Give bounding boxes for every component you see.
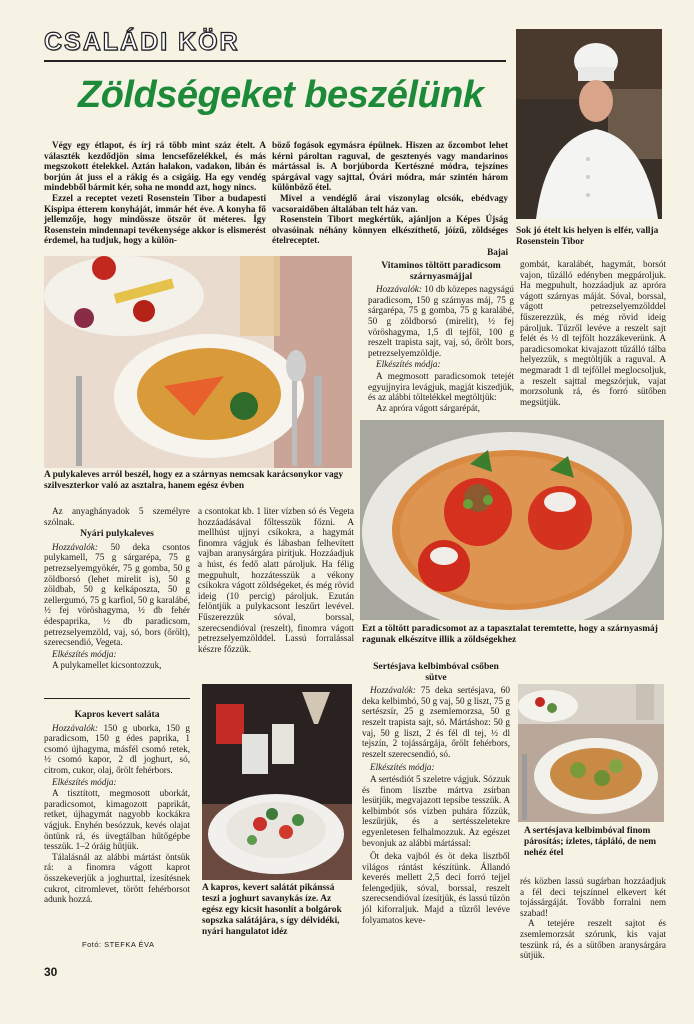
method-text: A megmosott paradicsomok tetejét egyujjnyira levágjuk, magját kiszedjük, és az alábbi töltelékkel megtöltjük:	[368, 370, 514, 403]
page-number: 30	[44, 965, 58, 979]
soup-caption: A pulykaleves arról beszél, hogy ez a szárnyas nemcsak karácsonykor vagy szilveszterkor való az asztalra, hanem egész évben	[44, 470, 344, 491]
pork-recipe-col2	[520, 876, 666, 961]
tomato-caption: Ezt a töltött paradicsomot az a tapasztalat teremtette, hogy a szárnyasmáj ragunak elkészítve illik a zöldségekhez	[362, 624, 658, 645]
tomato-recipe-col1	[368, 259, 514, 413]
method-text: A sertésdiót 5 szeletre vágjuk. Sózzuk és finom lisztbe mártva zsírban lesütjük, megvajazott tepsibe tesszük. A kelbimbót sós vízben puhára főzzük, leszűrjük, és a sertésszeletekre egyenletesen felhalmozzuk. Az egészet bevonjuk az alábbi mártással:	[362, 773, 510, 848]
chef-photo	[516, 29, 662, 219]
tomato-recipe-col2	[520, 259, 666, 407]
method-text: A tetejére reszelt sajtot és zsemlemorzsát szórunk, kis vajat teszünk rá, és a sütőben aranysárgára sütjük.	[520, 918, 666, 961]
salad-caption: A kapros, kevert salátát pikánssá teszi a joghurt savanykás íze. Az egész egy kicsit hasonlít a bolgárok sopszka salátájára, s így délvidéki, nyári hangulatot idéz	[202, 883, 342, 937]
soup-photo	[44, 256, 352, 468]
method-text: gombát, karalábét, hagymát, borsót vajon, tűzálló edényben megpároljuk. Ha megpuhult, hozzáadjuk az apróra vágott szárnyas máját. Sóval, borssal, vágott petrezselyemzölddel fűszerezzük, és még rövid ideig pároljuk. Tűzről levéve a reszelt sajt felét és ½ dl tejfölt hozzákeverünk. A paradicsomokat kivajazott tűzálló tálba helyezzük, s megtöltjük a raguval. A megmaradt 1 dl tejföllel meglocsoljuk, a reszelt sajttal megszórjuk, vajat morzsolunk rá, és forró sütőben megsütjük.	[520, 259, 666, 407]
method-text: a csontokat kb. 1 liter vízben só és Vegeta hozzáadásával főltesszük főzni. A mellhúst ujjnyi csíkokra, a hagymát finomra vágjuk és lábasban felhevített vajban aranysárgára pirítjuk. Hozzáadjuk a húst, és fedő alatt pároljuk. Ha félig megpuhult, hozzátesszük a vékony csíkokra vágott zöldségeket, és még rövid ideig (10 percig) pároljuk. Ezután felöntjük a pulykacsont leszűrt levével. Fűszerezzük sóval, borssal, szerecsendióval (reszelt), finomra vágott petrezselyemzölddel. Lassú forralással készre főzzük.	[198, 506, 354, 654]
method-label: Elkészítés módja:	[376, 359, 441, 370]
method-text: Az apróra vágott sárgarépát,	[376, 402, 480, 413]
ingredients-text: 150 g uborka, 150 g paradicsom, 150 g édes paprika, 1 csomó újhagyma, másfél csomó retek, ½ csomó kapor, 2 dl joghurt, só, citrom, cukor, olaj, őrölt fehérbors.	[44, 722, 190, 775]
intro-paragraph: Végy egy étlapot, és írj rá több mint száz ételt. A választék kezdődjön sima lencsefőzelékkel, és más megszokott ételekkel. Aztán halakon, vadakon, libán és borjún át juss el a rákig és a csigáig. Ha egy vendég mindebből bármit kér, soha ne mondd azt, hogy nincs.	[44, 140, 266, 193]
ingredients-text: 10 db közepes nagyságú paradicsom, 150 g szárnyas máj, 75 g sárgarépa, 75 g gomba, 75 g karalábé, 50 g zöldborsó (mirelit), ½ fej vöröshagyma, 1,5 dl tejföl, 100 g reszelt trapista sajt, vaj, só, őrölt bors, petrezselyemzöldje.	[368, 284, 515, 358]
salad-recipe	[44, 708, 190, 905]
ingredients-label: Hozzávalók:	[52, 722, 98, 733]
headline: Zöldségeket beszélünk	[78, 74, 484, 116]
method-text: Öt deka vajból és öt deka lisztből világos rántást készítünk. Állandó keverés mellett 2,5 deci forró tejjel felengedjük, sóval, borssal, reszelt szerecsendióval ízesítjük, és lassú tűzön jól kiforraljuk. Majd a tűzről levéve folyamatos keve-	[362, 851, 510, 925]
section-title: CSALÁDI KÖR	[44, 28, 240, 56]
chef-caption: Sok jó ételt kis helyen is elfér, vallja Rosenstein Tibor	[516, 226, 659, 247]
photo-credit: Fotó: STEFKA ÉVA	[82, 940, 155, 949]
pork-photo	[518, 684, 664, 822]
serving-note: Az anyaghányadok 5 személyre szólnak.	[44, 506, 190, 527]
method-text: Tálalásnál az alábbi mártást öntsük rá: a finomra vágott kaprot összekeverjük a joghurttal, ízesítésnek cukrot, citromlevet, törött fehérborsot adunk hozzá.	[44, 851, 190, 905]
recipe-title: Nyári pulykaleves	[80, 528, 154, 540]
intro-paragraph: Mivel a vendéglő árai viszonylag olcsók, ebédvagy vacsoraidőben általában telt ház van.	[272, 192, 508, 214]
pork-recipe-col1	[362, 660, 510, 925]
method-text: A tisztított, megmosott uborkát, paradicsomot, kimagozott paprikát, retket, újhagymát nagyobb kockákra vágjuk. Enyhén besózzuk, kevés olajat öntünk rá, és üvegtálban hűtőgépbe tesszük. 1–2 óráig hűtjük.	[44, 788, 190, 852]
header-rule	[44, 60, 506, 62]
tomato-photo	[360, 420, 664, 620]
intro-column-2	[272, 140, 508, 258]
recipe-title: Vitaminos töltött paradicsom szárnyasmájjal	[381, 260, 501, 282]
method-label: Elkészítés módja:	[370, 762, 435, 773]
ingredients-text: 75 deka sertésjava, 60 deka kelbimbó, 50 g vaj, 50 g liszt, 75 g sertészsír, 25 g zsemlemorzsa, 50 g reszelt trapista sajt, só. Mártáshoz: 50 g vaj, 50 g liszt, 2 és fél dl tej, ½ dl tejszín, 2 tojássárgája, őrölt fehérbors, reszelt szerecsendió, só.	[362, 685, 510, 759]
ingredients-label: Hozzávalók:	[376, 284, 422, 295]
method-label: Elkészítés módja:	[52, 776, 117, 787]
soup-recipe-col1	[44, 506, 190, 671]
method-label: Elkészítés módja:	[52, 648, 117, 659]
intro-paragraph: Ezzel a receptet vezeti Rosenstein Tibor a budapesti Kispipa étterem konyháját, immár hét éve. A konyha fő jellemzője, hogy mindössze ötször öt méteres. Így Rosenstein mindennapi tevékenysége akkor is elismerést érdemel, ha tudjuk, hogy a külön-	[44, 192, 266, 246]
ingredients-label: Hozzávalók:	[52, 541, 98, 552]
recipe-divider	[44, 698, 190, 699]
intro-column-1	[44, 140, 266, 246]
ingredients-label: Hozzávalók:	[370, 685, 416, 696]
author-signature: Bajai	[487, 246, 508, 257]
method-text: rés közben lassú sugárban hozzáadjuk a fél deci tejszínnel elkevert két tojássárgáját. Tovább forralni nem szabad!	[520, 876, 666, 918]
soup-recipe-col2	[198, 506, 354, 654]
ingredients-text: 50 deka csontos pulykamell, 75 g sárgarépa, 75 g petrezselyemgyökér, 75 g gomba, 50 g zöldborsó (lehet mirelit is), 50 g zöldbab, 50 g kelkáposzta, 50 g zellergumó, 75 g karfiol, 50 g karalábé, ½ fej vöröshagyma, ½ db fehér édespaprika, ½ db paradicsom, petrezselyemzöld, vaj, só, bors (őrölt), szerecsendió, Vegeta.	[44, 541, 190, 648]
salad-photo	[202, 684, 352, 880]
recipe-title: Kapros kevert saláta	[74, 709, 160, 720]
pork-caption: A sertésjava kelbimbóval finom párosítás; ízletes, tápláló, de nem nehéz étel	[524, 826, 657, 858]
intro-paragraph: Rosenstein Tibort megkértük, ajánljon a Képes Újság olvasóinak néhány könnyen elkészíthető, jóízű, zöldséges ételreceptet.	[272, 214, 508, 246]
method-text: A pulykamellet kicsontozzuk,	[52, 660, 162, 671]
recipe-title: Sertésjava kelbimbóval csőben sütve	[373, 661, 499, 683]
intro-paragraph: böző fogások egymásra épülnek. Hiszen az őzcombot lehet kérni pároltan raguval, de gesztenyés vagy mandarinos mártással is. A borjúborda Kertészné módra, tejszínes spárgával vagy sajttal, Óvári módra, már szintén három különböző étel.	[272, 140, 508, 193]
